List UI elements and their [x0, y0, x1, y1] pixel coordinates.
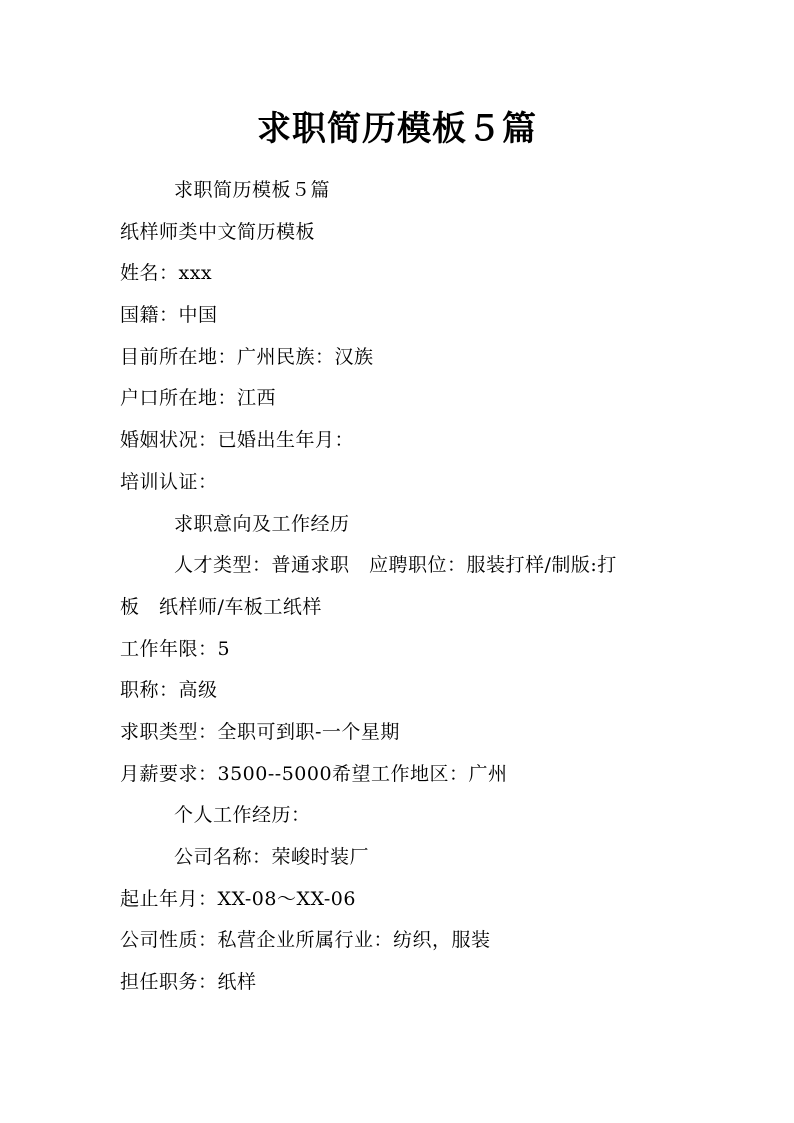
- body-line-salary: 月薪要求：3500--5000希望工作地区：广州: [120, 762, 508, 785]
- body-line-section-experience: 个人工作经历：: [174, 804, 311, 827]
- body-line-hukou: 户口所在地：江西: [120, 387, 277, 410]
- body-line-title: 职称：高级: [120, 679, 218, 702]
- body-line-position-cont: 板 纸样师/车板工纸样: [120, 595, 322, 618]
- body-line-nationality: 国籍：中国: [120, 304, 218, 327]
- body-line-marital: 婚姻状况：已婚出生年月：: [120, 429, 355, 452]
- body-line-role: 担任职务：纸样: [120, 971, 257, 994]
- body-line-company: 公司名称：荣峻时装厂: [174, 846, 370, 868]
- document-body: [120, 170, 680, 1004]
- document-title: 求职简历模板５篇: [257, 109, 537, 149]
- body-line-location: 目前所在地：广州民族：汉族: [120, 345, 374, 368]
- body-line-job-type: 求职类型：全职可到职-一个星期: [120, 720, 400, 743]
- body-line-talent-type: 人才类型：普通求职 应聘职位：服装打样/制版:打: [174, 554, 617, 577]
- body-line-resume-type: 纸样师类中文简历模板: [120, 220, 316, 243]
- body-line-subtitle: 求职简历模板５篇: [174, 179, 331, 201]
- body-line-years: 工作年限：5: [120, 637, 231, 660]
- body-line-training: 培训认证：: [120, 470, 218, 493]
- body-line-company-nature: 公司性质：私营企业所属行业：纺织，服装: [120, 929, 491, 952]
- body-line-period: 起止年月：XX-08～XX-06: [120, 887, 356, 910]
- body-line-name: 姓名：xxx: [120, 262, 213, 285]
- body-line-section-intent: 求职意向及工作经历: [174, 512, 350, 535]
